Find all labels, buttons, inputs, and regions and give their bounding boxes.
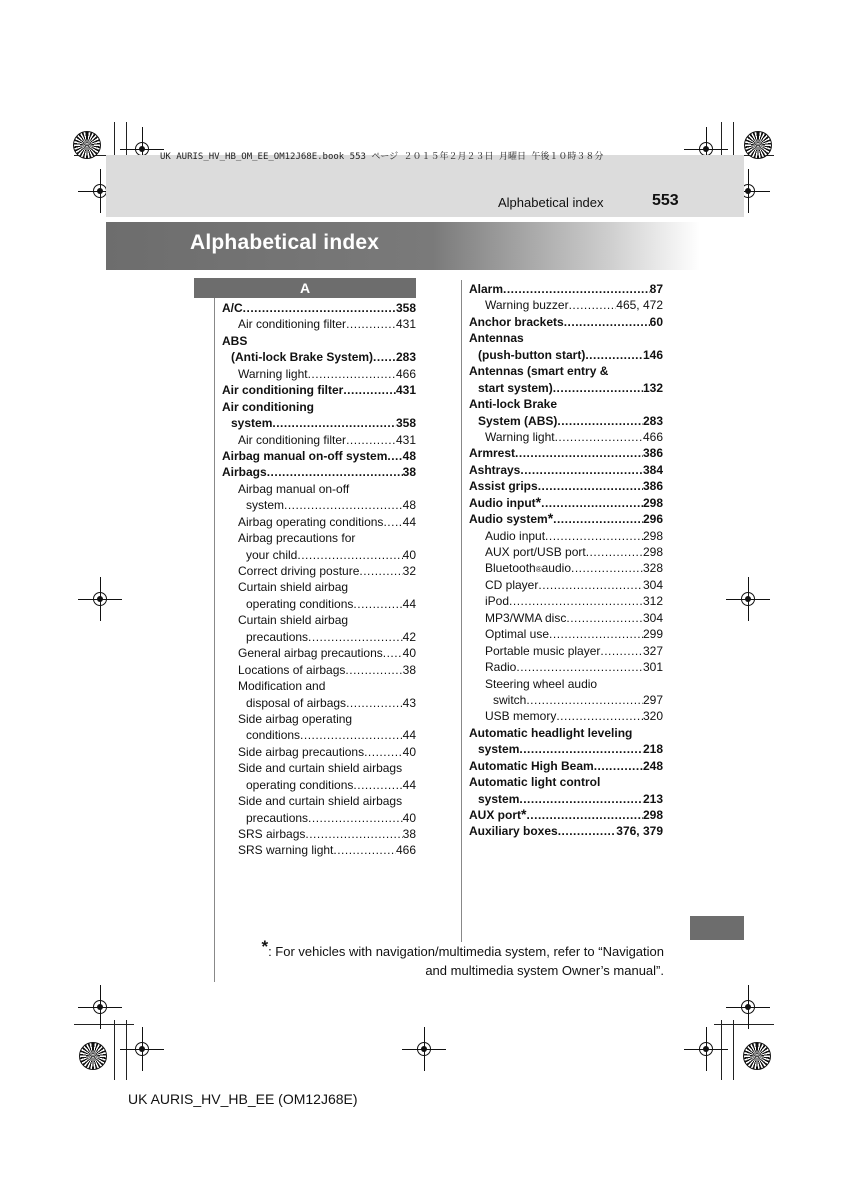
entry-text: Air conditioning filter bbox=[238, 317, 347, 332]
dot-leader bbox=[519, 741, 643, 757]
column-divider bbox=[461, 280, 462, 942]
entry-page: 87 bbox=[649, 282, 663, 296]
index-entry: Audio system * ..... 296 bbox=[469, 511, 663, 527]
dot-leader bbox=[569, 297, 617, 313]
dot-leader bbox=[564, 314, 650, 330]
dot-leader bbox=[343, 382, 396, 398]
dot-leader bbox=[353, 777, 402, 793]
entry-text: Audio input bbox=[469, 495, 536, 510]
dot-leader bbox=[509, 593, 643, 609]
index-entry bbox=[222, 464, 416, 480]
entry-text: Antennas (smart entry & bbox=[469, 364, 609, 379]
entry-text: Air conditioning bbox=[222, 399, 314, 414]
entry-page: 299 bbox=[642, 627, 663, 642]
index-entry bbox=[469, 659, 663, 675]
entry-page: 298 bbox=[642, 495, 663, 510]
entry-text: ABS bbox=[222, 333, 248, 348]
entry-page: 38 bbox=[402, 662, 416, 677]
index-entry bbox=[469, 528, 663, 544]
color-wheel-mark-icon bbox=[744, 131, 772, 159]
entry-page: 38 bbox=[402, 465, 416, 480]
index-entry bbox=[222, 579, 416, 595]
index-entry bbox=[469, 429, 663, 445]
entry-page: 298 bbox=[642, 528, 663, 543]
entry-page: 44 bbox=[402, 728, 416, 743]
dot-leader bbox=[345, 662, 402, 678]
dot-leader bbox=[538, 577, 643, 593]
entry-text: Armrest bbox=[469, 446, 516, 461]
entry-text: Curtain shield airbag bbox=[238, 580, 349, 595]
entry-text: Airbags bbox=[222, 465, 267, 480]
entry-text: SRS warning light bbox=[238, 843, 334, 858]
entry-text: Anti-lock Brake bbox=[469, 397, 558, 412]
entry-page: 386 bbox=[642, 446, 663, 461]
dot-leader bbox=[594, 758, 643, 774]
dot-leader bbox=[383, 514, 402, 530]
index-entry bbox=[222, 793, 416, 809]
entry-page: 32 bbox=[402, 564, 416, 578]
index-entry bbox=[222, 481, 416, 497]
dot-leader bbox=[243, 300, 396, 316]
entry-text: Warning light bbox=[238, 366, 308, 381]
index-entry: AUX port * ..... 298 bbox=[469, 807, 663, 823]
entry-text: AUX port/USB port bbox=[485, 545, 586, 559]
crop-mark bbox=[714, 1024, 774, 1025]
entry-text: Air conditioning filter bbox=[238, 432, 347, 447]
index-entry bbox=[469, 413, 663, 429]
entry-page: 297 bbox=[642, 692, 663, 707]
entry-page: 296 bbox=[642, 512, 663, 527]
entry-page: 328 bbox=[642, 561, 663, 576]
index-entry bbox=[469, 692, 663, 708]
entry-page: 60 bbox=[649, 314, 663, 329]
index-entry bbox=[469, 347, 663, 363]
entry-text-suffix: audio bbox=[541, 561, 571, 576]
entry-text: Curtain shield airbag bbox=[238, 613, 349, 628]
dot-leader bbox=[308, 810, 403, 826]
index-entry bbox=[469, 577, 663, 593]
entry-text: CD player bbox=[485, 577, 539, 592]
dot-leader bbox=[520, 462, 643, 478]
entry-page: 43 bbox=[402, 695, 416, 710]
entry-text: Warning buzzer bbox=[485, 298, 569, 313]
dot-leader bbox=[515, 445, 643, 461]
entry-page: 327 bbox=[642, 643, 663, 658]
entry-text: system bbox=[478, 742, 520, 757]
entry-text: Audio input bbox=[485, 528, 546, 543]
entry-text: Audio system bbox=[469, 512, 548, 527]
entry-page: 40 bbox=[402, 744, 416, 759]
entry-text: precautions bbox=[246, 810, 309, 825]
index-entry bbox=[222, 711, 416, 727]
color-wheel-mark-icon bbox=[73, 131, 101, 159]
dot-leader bbox=[284, 497, 403, 513]
entry-page: 301 bbox=[642, 660, 663, 675]
entry-page: 248 bbox=[642, 758, 663, 773]
dot-leader bbox=[373, 349, 396, 365]
index-entry bbox=[222, 563, 416, 579]
entry-page: 44 bbox=[402, 596, 416, 611]
entry-text: Side and curtain shield airbags bbox=[238, 761, 403, 776]
index-entry bbox=[469, 610, 663, 626]
index-entry bbox=[222, 645, 416, 661]
entry-page: 466 bbox=[395, 366, 416, 381]
index-entry bbox=[469, 791, 663, 807]
index-entry bbox=[222, 810, 416, 826]
index-entry bbox=[222, 514, 416, 530]
index-entry bbox=[469, 593, 663, 609]
index-entry bbox=[469, 774, 663, 790]
dot-leader bbox=[585, 347, 643, 363]
entry-text: Radio bbox=[485, 660, 517, 675]
entry-text: Side and curtain shield airbags bbox=[238, 794, 403, 809]
index-entry bbox=[222, 695, 416, 711]
entry-page: 298 bbox=[642, 808, 663, 822]
dot-leader bbox=[586, 544, 643, 560]
entry-page: 304 bbox=[642, 577, 663, 592]
index-entry bbox=[222, 744, 416, 760]
entry-text: AUX port bbox=[469, 808, 521, 822]
entry-text: Steering wheel audio bbox=[485, 676, 598, 691]
index-entry bbox=[222, 432, 416, 448]
entry-page: 48 bbox=[402, 498, 416, 513]
entry-page: 320 bbox=[642, 709, 663, 724]
entry-text: Automatic High Beam bbox=[469, 758, 594, 773]
index-entry bbox=[469, 363, 663, 379]
running-title: Alphabetical index bbox=[498, 195, 604, 210]
dot-leader bbox=[305, 826, 402, 842]
entry-text: MP3/WMA disc bbox=[485, 610, 567, 625]
index-entry bbox=[469, 544, 663, 560]
entry-page: 466 bbox=[642, 429, 663, 444]
index-entry bbox=[469, 281, 663, 297]
dot-leader bbox=[558, 823, 617, 839]
entry-text: Automatic light control bbox=[469, 775, 601, 790]
entry-text: SRS airbags bbox=[238, 827, 306, 841]
index-entry bbox=[469, 725, 663, 741]
model-footer: UK AURIS_HV_HB_EE (OM12J68E) bbox=[128, 1091, 358, 1107]
index-entry bbox=[469, 643, 663, 659]
dot-leader bbox=[600, 643, 643, 659]
index-entry bbox=[469, 314, 663, 330]
index-entry bbox=[222, 382, 416, 398]
index-entry bbox=[222, 530, 416, 546]
entry-page: 213 bbox=[642, 791, 663, 806]
page-number: 553 bbox=[652, 192, 679, 209]
index-entry bbox=[469, 396, 663, 412]
index-entry bbox=[222, 760, 416, 776]
index-entry: Audio input * ..... 298 bbox=[469, 495, 663, 511]
entry-page: 312 bbox=[642, 594, 663, 609]
entry-page: 466 bbox=[395, 843, 416, 858]
entry-page: 298 bbox=[642, 545, 663, 559]
index-entry bbox=[469, 445, 663, 461]
entry-text: Antennas bbox=[469, 331, 524, 346]
dot-leader bbox=[556, 708, 643, 724]
index-entry: Bluetooth ® audio ..... 328 bbox=[469, 560, 663, 576]
index-entry bbox=[222, 596, 416, 612]
entry-page: 358 bbox=[395, 301, 416, 315]
crop-mark bbox=[74, 1024, 134, 1025]
dot-leader bbox=[346, 432, 396, 448]
entry-page: 431 bbox=[395, 317, 416, 332]
crop-mark bbox=[733, 1020, 734, 1080]
index-entry bbox=[469, 741, 663, 757]
dot-leader bbox=[272, 415, 396, 431]
entry-page: 358 bbox=[395, 416, 416, 431]
dot-leader bbox=[346, 316, 396, 332]
index-entry bbox=[222, 727, 416, 743]
dot-leader bbox=[553, 511, 643, 527]
entry-text: conditions bbox=[246, 728, 301, 743]
index-column-2 bbox=[469, 281, 663, 840]
index-entry bbox=[222, 842, 416, 858]
entry-text: Bluetooth bbox=[485, 561, 536, 576]
entry-page: 40 bbox=[402, 547, 416, 562]
entry-text: Portable music player bbox=[485, 643, 601, 658]
color-wheel-mark-icon bbox=[743, 1042, 771, 1070]
dot-leader bbox=[555, 429, 643, 445]
index-entry bbox=[222, 678, 416, 694]
dot-leader bbox=[566, 610, 643, 626]
entry-page: 283 bbox=[395, 350, 416, 365]
entry-text: system bbox=[231, 416, 273, 431]
dot-leader bbox=[553, 380, 643, 396]
entry-text: Airbag manual on-off bbox=[238, 481, 350, 496]
index-entry bbox=[222, 349, 416, 365]
dot-leader bbox=[308, 629, 403, 645]
dot-leader bbox=[538, 478, 643, 494]
index-entry bbox=[222, 662, 416, 678]
index-column-1 bbox=[222, 300, 416, 859]
entry-page: 376, 379 bbox=[616, 824, 663, 839]
entry-text: Side airbag precautions bbox=[238, 744, 365, 759]
index-entry bbox=[222, 629, 416, 645]
dot-leader bbox=[346, 695, 403, 711]
entry-text: General airbag precautions bbox=[238, 646, 383, 661]
entry-text: system bbox=[246, 498, 285, 513]
dot-leader bbox=[549, 626, 643, 642]
index-entry bbox=[222, 415, 416, 431]
entry-page: 304 bbox=[642, 610, 663, 625]
book-info: UK AURIS_HV_HB_OM_EE_OM12J68E.book 553 ページ ２０１５年２月２３日 月曜日 午後１０時３８分 bbox=[160, 152, 604, 162]
index-entry bbox=[469, 708, 663, 724]
entry-text: operating conditions bbox=[246, 777, 354, 792]
index-entry bbox=[469, 297, 663, 313]
footnote-marker: * bbox=[261, 937, 269, 956]
entry-text: Anchor brackets bbox=[469, 314, 564, 329]
index-entry bbox=[469, 380, 663, 396]
index-entry bbox=[222, 316, 416, 332]
entry-text: switch bbox=[493, 692, 527, 707]
index-entry bbox=[222, 826, 416, 842]
entry-text: Airbag precautions for bbox=[238, 531, 356, 546]
dot-leader bbox=[526, 807, 643, 823]
dot-leader bbox=[387, 448, 402, 464]
entry-text: Optimal use bbox=[485, 627, 550, 642]
entry-page: 431 bbox=[395, 383, 416, 398]
dot-leader bbox=[503, 281, 650, 297]
dot-leader bbox=[359, 563, 402, 579]
entry-text: Auxiliary boxes bbox=[469, 824, 558, 839]
entry-text: Side airbag operating bbox=[238, 711, 353, 726]
dot-leader bbox=[297, 547, 402, 563]
entry-text: Ashtrays bbox=[469, 462, 521, 477]
crop-mark bbox=[114, 1020, 115, 1080]
entry-page: 146 bbox=[642, 347, 663, 362]
index-entry bbox=[222, 547, 416, 563]
index-entry bbox=[222, 300, 416, 316]
entry-page: 283 bbox=[642, 413, 663, 428]
entry-page: 384 bbox=[642, 462, 663, 477]
dot-leader bbox=[383, 645, 403, 661]
dot-leader bbox=[545, 528, 643, 544]
entry-text: Airbag manual on-off system bbox=[222, 448, 388, 463]
index-entry bbox=[222, 497, 416, 513]
entry-page: 48 bbox=[402, 448, 416, 463]
section-letter: A bbox=[194, 278, 416, 298]
entry-page: 431 bbox=[395, 432, 416, 447]
dot-leader bbox=[541, 495, 643, 511]
color-wheel-mark-icon bbox=[79, 1042, 107, 1070]
header-band bbox=[106, 155, 744, 217]
dot-leader bbox=[557, 413, 643, 429]
column-divider bbox=[214, 298, 215, 982]
dot-leader bbox=[333, 842, 396, 858]
entry-text: Locations of airbags bbox=[238, 662, 346, 677]
entry-text: (Anti-lock Brake System) bbox=[231, 350, 374, 365]
footnote bbox=[240, 937, 664, 980]
index-entry bbox=[222, 366, 416, 382]
entry-text: system bbox=[478, 791, 520, 806]
crop-mark bbox=[126, 1020, 127, 1080]
entry-text: start system) bbox=[478, 380, 553, 395]
entry-text: USB memory bbox=[485, 709, 557, 724]
footnote-line-2: and multimedia system Owner’s manual”. bbox=[425, 963, 664, 978]
index-entry bbox=[469, 462, 663, 478]
entry-text: iPod bbox=[485, 594, 510, 609]
index-entry bbox=[469, 676, 663, 692]
index-entry bbox=[469, 758, 663, 774]
entry-page: 132 bbox=[642, 380, 663, 395]
index-entry bbox=[469, 823, 663, 839]
entry-page: 42 bbox=[402, 629, 416, 644]
entry-text: Air conditioning filter bbox=[222, 383, 344, 398]
entry-text: Airbag operating conditions bbox=[238, 514, 384, 529]
dot-leader bbox=[308, 366, 396, 382]
entry-page: 44 bbox=[402, 514, 416, 529]
entry-page: 465, 472 bbox=[616, 298, 663, 313]
dot-leader bbox=[353, 596, 402, 612]
entry-text: System (ABS) bbox=[478, 413, 558, 428]
section-tab bbox=[690, 916, 744, 940]
page-title: Alphabetical index bbox=[190, 231, 380, 254]
index-entry bbox=[222, 612, 416, 628]
entry-page: 40 bbox=[402, 810, 416, 825]
footnote-text-1: : For vehicles with navigation/multimedia system, refer to “Navigation bbox=[268, 944, 664, 959]
index-entry bbox=[469, 478, 663, 494]
dot-leader bbox=[267, 464, 403, 480]
entry-text: Automatic headlight leveling bbox=[469, 725, 633, 740]
entry-text: Modification and bbox=[238, 679, 326, 694]
entry-text: (push-button start) bbox=[478, 347, 586, 362]
entry-page: 38 bbox=[402, 827, 416, 841]
entry-text: operating conditions bbox=[246, 596, 354, 611]
entry-page: 386 bbox=[642, 479, 663, 494]
entry-text: A/C bbox=[222, 301, 243, 315]
entry-text: precautions bbox=[246, 629, 309, 644]
footnote-line-1 bbox=[240, 937, 664, 961]
index-entry bbox=[222, 333, 416, 349]
entry-text: Alarm bbox=[469, 282, 504, 296]
index-entry bbox=[222, 399, 416, 415]
dot-leader bbox=[300, 727, 403, 743]
entry-text: Warning light bbox=[485, 429, 555, 444]
dot-leader bbox=[526, 692, 643, 708]
entry-page: 218 bbox=[642, 742, 663, 757]
entry-text: Assist grips bbox=[469, 479, 538, 494]
index-entry bbox=[222, 777, 416, 793]
index-entry bbox=[469, 626, 663, 642]
index-entry bbox=[222, 448, 416, 464]
dot-leader bbox=[519, 791, 643, 807]
entry-page: 40 bbox=[402, 646, 416, 661]
dot-leader bbox=[571, 560, 643, 576]
entry-text: disposal of airbags bbox=[246, 695, 347, 710]
entry-text: your child bbox=[246, 547, 298, 562]
index-entry bbox=[469, 330, 663, 346]
entry-text: Correct driving posture bbox=[238, 564, 360, 578]
dot-leader bbox=[364, 744, 403, 760]
crop-mark bbox=[721, 1020, 722, 1080]
entry-page: 44 bbox=[402, 777, 416, 792]
dot-leader bbox=[516, 659, 643, 675]
